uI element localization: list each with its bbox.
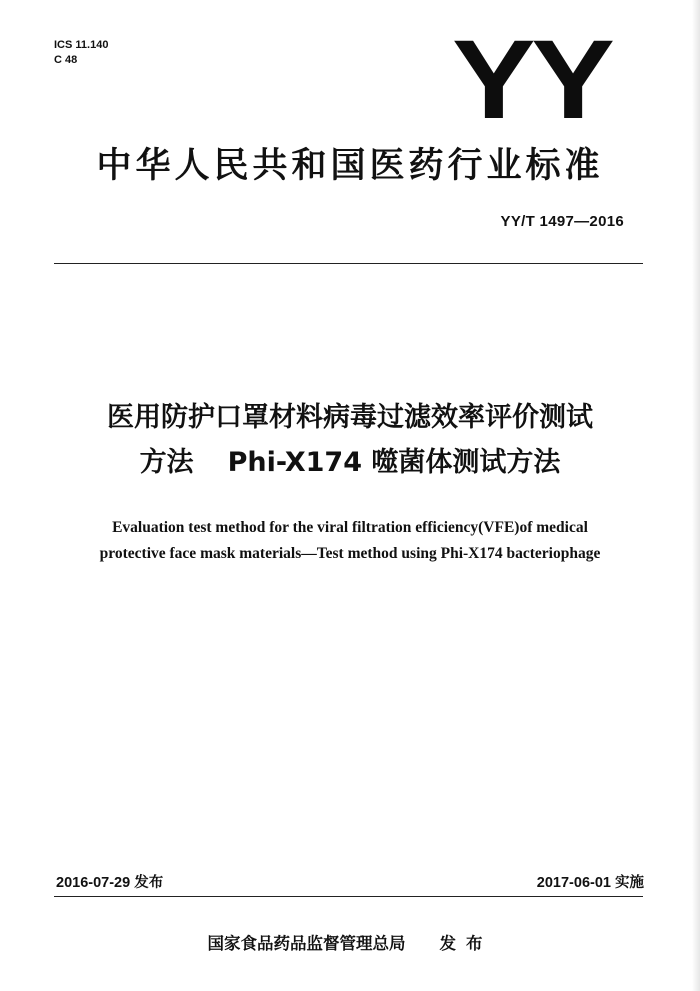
chinese-title-line-2-part-b: Phi-X174 噬菌体测试方法	[227, 447, 561, 478]
chinese-title-line-2	[0, 440, 700, 485]
ccs-code: C 48	[54, 54, 78, 66]
chinese-title	[0, 395, 700, 485]
english-title-line-2: protective face mask materials—Test method using Phi-X174 bacteriophage	[99, 545, 601, 562]
ics-code: ICS 11.140	[54, 39, 109, 51]
issuer-name: 国家食品药品监督管理总局	[207, 934, 406, 953]
issue-date: 2016-07-29 发布	[56, 875, 164, 891]
yy-standard-logo: YY	[452, 17, 611, 142]
english-title-line-1: Evaluation test method for the viral filtration efficiency(VFE)of medical	[112, 519, 588, 536]
issuing-authority	[0, 930, 700, 954]
english-title	[0, 515, 700, 567]
issuer-action: 发布	[439, 934, 493, 953]
classification-codes	[54, 38, 108, 68]
footer-divider	[54, 896, 643, 897]
header-divider	[54, 263, 643, 264]
standard-number: YY/T 1497—2016	[500, 213, 624, 230]
implementation-date: 2017-06-01 实施	[536, 875, 644, 891]
industry-standard-title: 中华人民共和国医药行业标准	[96, 146, 604, 186]
chinese-title-line-1: 医用防护口罩材料病毒过滤效率评价测试	[107, 402, 593, 433]
chinese-title-line-2-part-a: 方法	[139, 447, 194, 478]
